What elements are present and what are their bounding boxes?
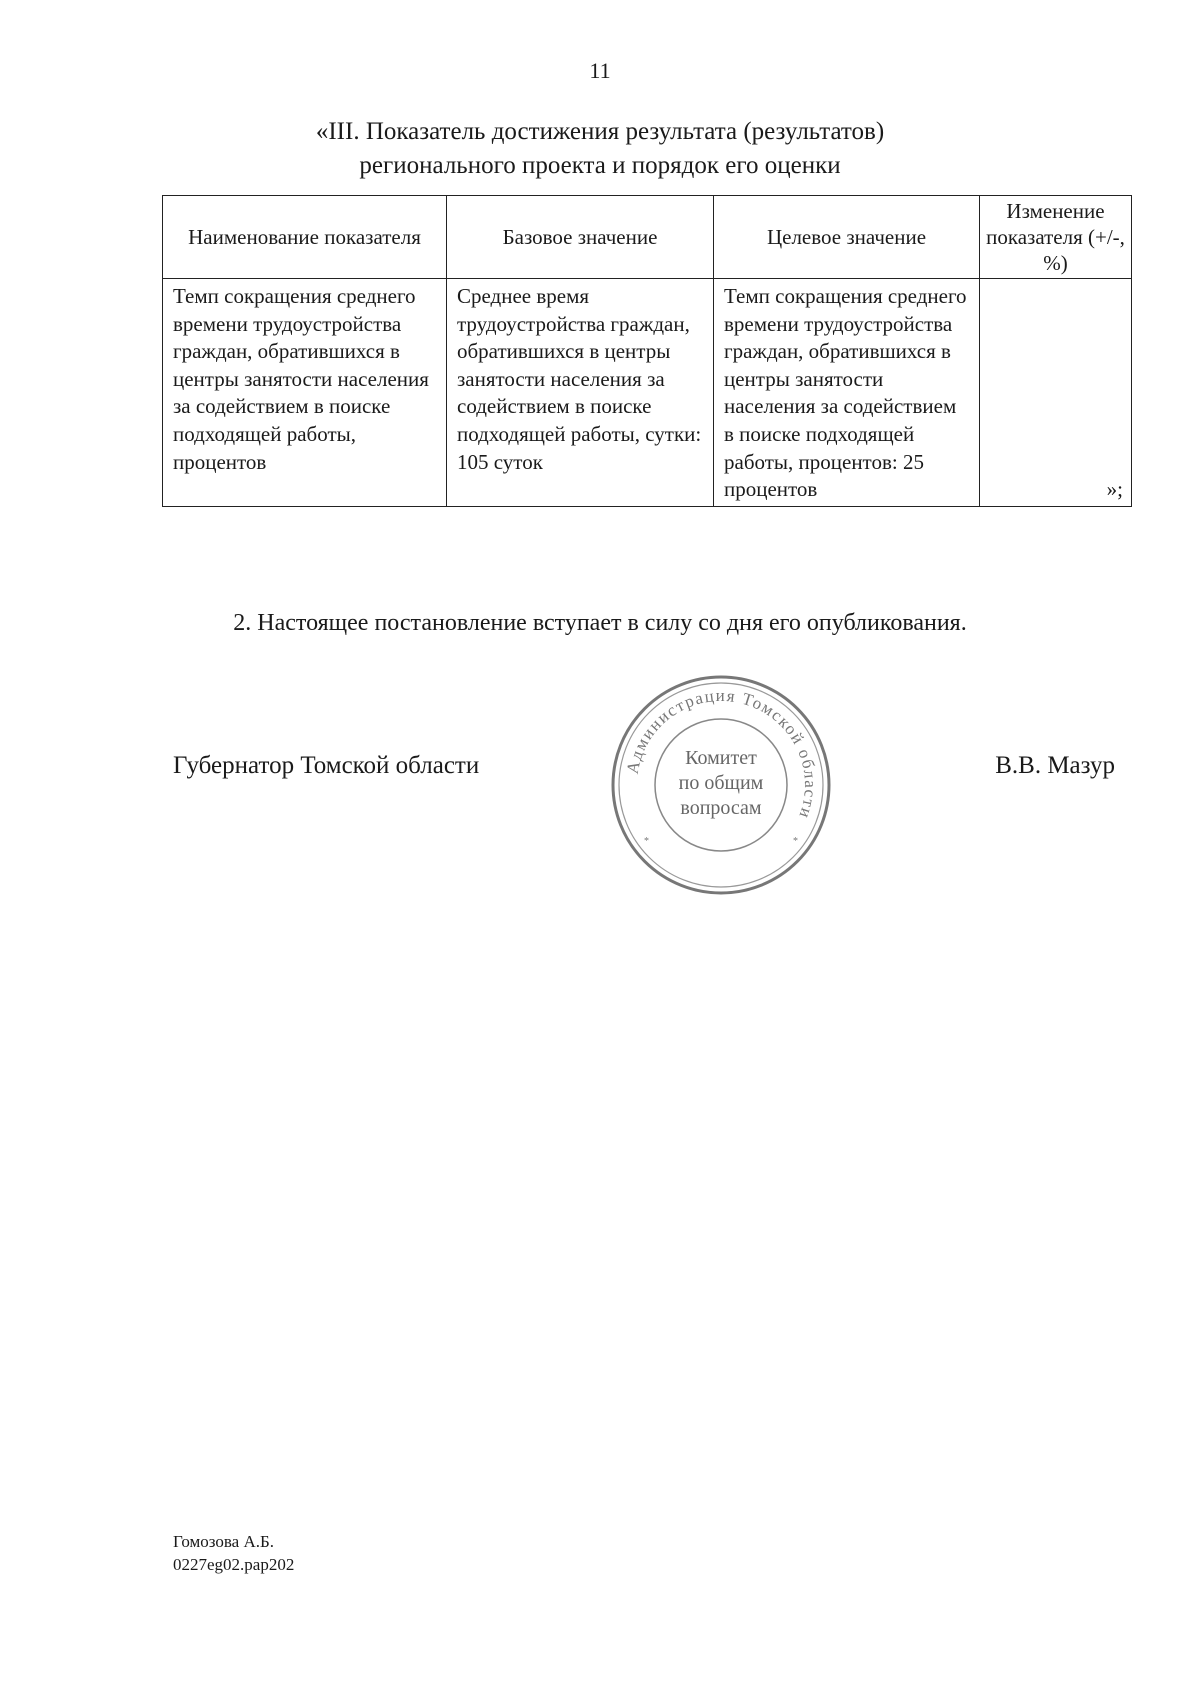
cell-indicator-name: Темп сокращения среднего времени трудоустройства граждан, обратившихся в центры занятости населения за содействием в поиске подходящей работы, процентов <box>163 279 447 507</box>
executor-name: Гомозова А.Б. <box>173 1532 275 1551</box>
closing-quote-mark: »; <box>1106 477 1123 502</box>
executor-file-ref: 0227eg02.pap202 <box>173 1555 295 1574</box>
header-target-value: Целевое значение <box>714 196 980 279</box>
seal-line-3: вопросам <box>680 797 762 819</box>
seal-star-left: * <box>644 836 649 847</box>
cell-base-value: Среднее время трудоустройства граждан, обратившихся в центры занятости населения за содействием в поиске подходящей работы, сутки: 105 суток <box>447 279 714 507</box>
signer-name: В.В. Мазур <box>995 752 1115 779</box>
header-indicator-change: Изменение показателя (+/-, %) <box>980 196 1132 279</box>
executor-block <box>173 1530 294 1576</box>
seal-outer-text: Администрация Томской области <box>622 685 821 822</box>
seal-line-2: по общим <box>678 772 764 794</box>
official-seal <box>608 672 834 898</box>
seal-line-1: Комитет <box>685 747 757 769</box>
seal-star-right: * <box>793 836 798 847</box>
section-title-line-2: регионального проекта и порядок его оценки <box>359 152 841 179</box>
header-indicator-name: Наименование показателя <box>163 196 447 279</box>
signer-title: Губернатор Томской области <box>173 752 480 779</box>
section-title <box>0 115 1200 183</box>
cell-indicator-change <box>980 279 1132 507</box>
clause-effective-date: 2. Настоящее постановление вступает в силу со дня его опубликования. <box>233 610 967 636</box>
header-base-value: Базовое значение <box>447 196 714 279</box>
table-header-row <box>163 196 1132 279</box>
cell-target-value: Темп сокращения среднего времени трудоустройства граждан, обратившихся в центры занятости населения за содействием в поиске подходящей работы, процентов: 25 процентов <box>714 279 980 507</box>
table-row <box>163 279 1132 507</box>
section-title-line-1: «III. Показатель достижения результата (результатов) <box>315 118 885 145</box>
indicator-table <box>162 195 1132 507</box>
page-number: 11 <box>589 58 611 83</box>
